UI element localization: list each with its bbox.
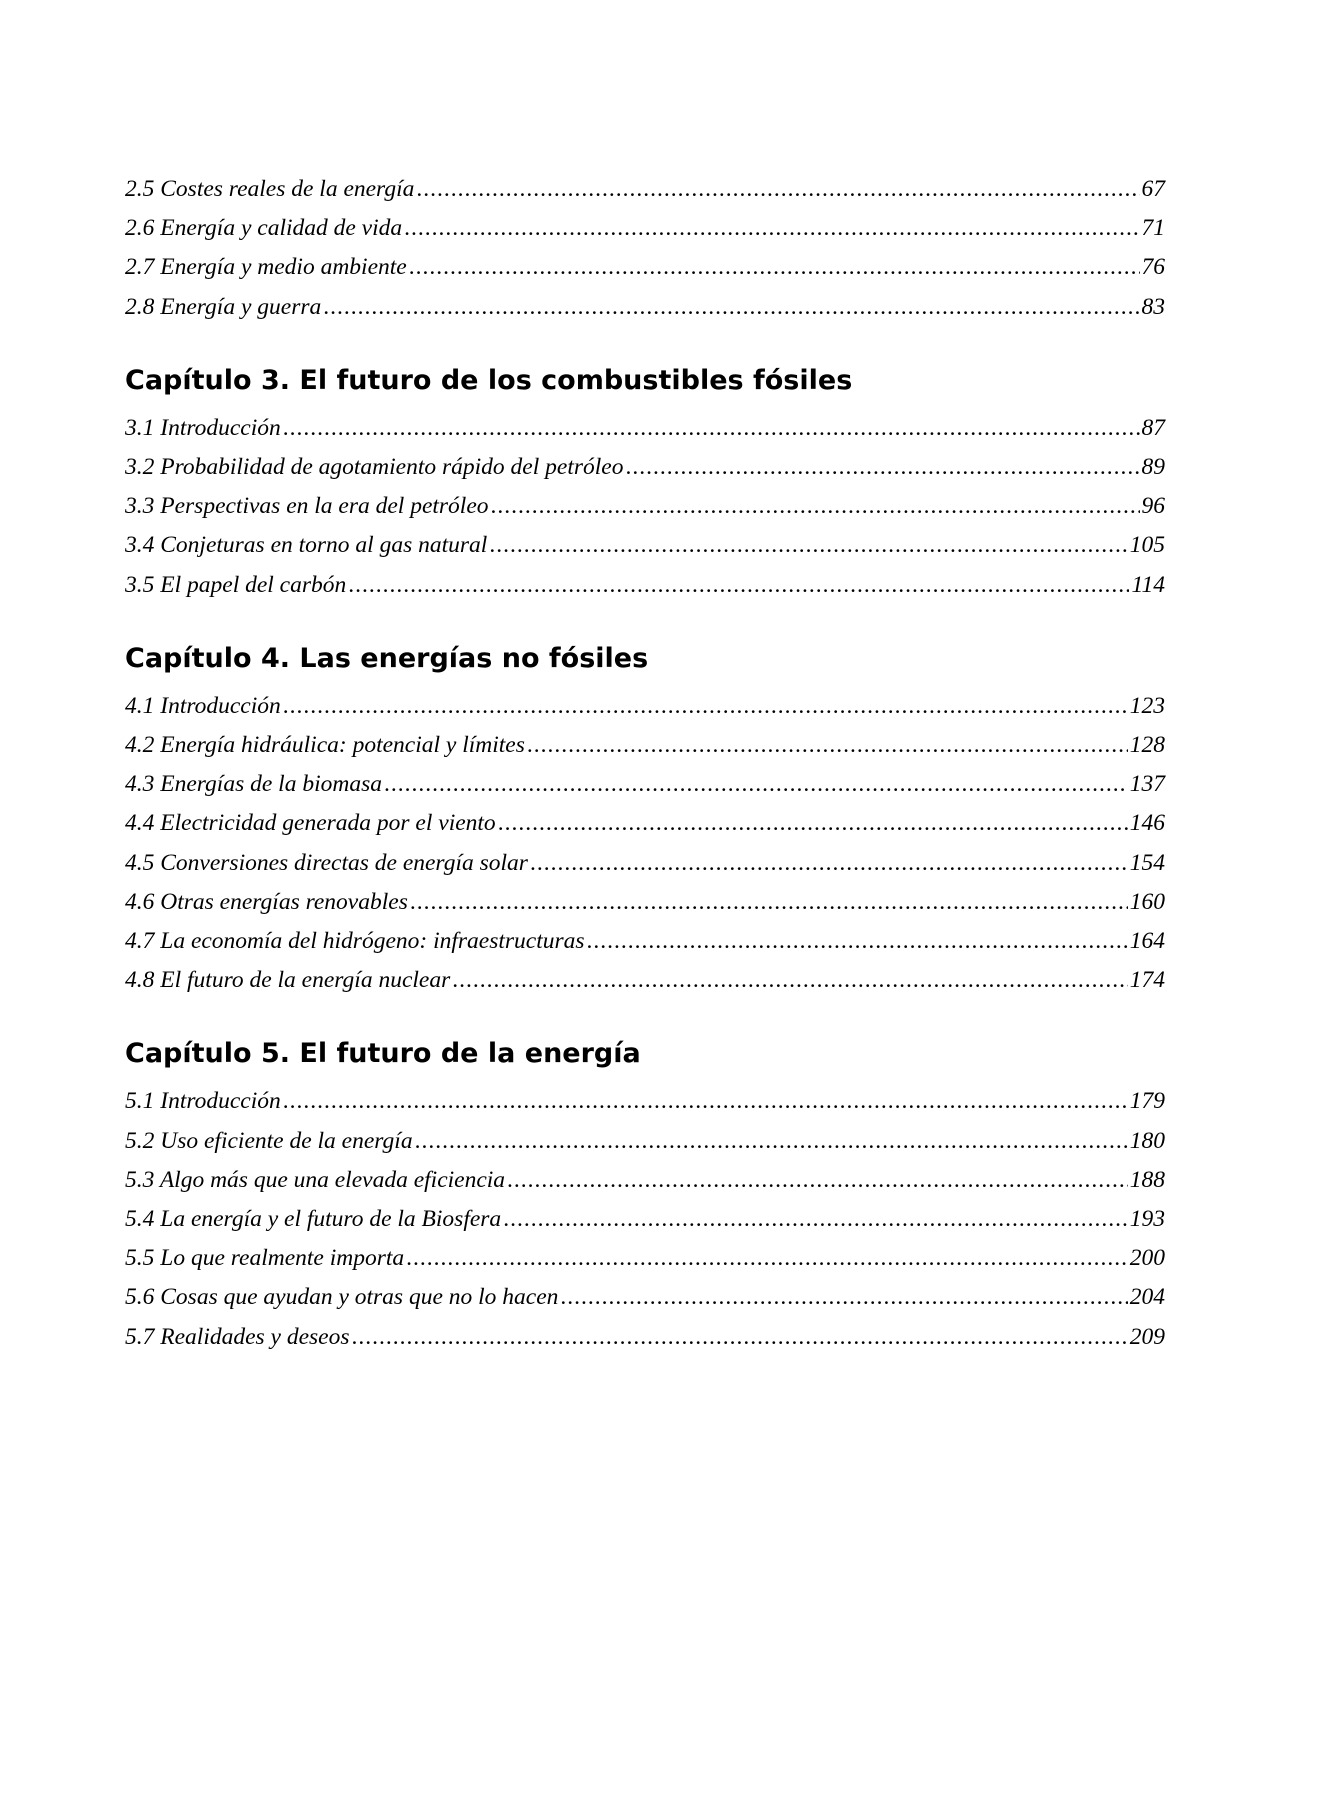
- toc-entry-page: 128: [1129, 732, 1165, 759]
- dot-leader: [283, 409, 1140, 448]
- dot-leader: [410, 883, 1128, 922]
- toc-entry: [125, 288, 1165, 327]
- toc-entry: [125, 526, 1165, 565]
- chapter-heading: Capítulo 4. Las energías no fósiles: [125, 642, 649, 674]
- toc-entry-page: 209: [1129, 1323, 1165, 1350]
- toc-section-chapter-3: [125, 364, 1165, 605]
- dot-leader: [507, 1161, 1128, 1200]
- dot-leader: [530, 844, 1128, 883]
- dot-leader: [348, 566, 1129, 605]
- toc-entry: [125, 1200, 1165, 1239]
- dot-leader: [283, 1082, 1128, 1121]
- dot-leader: [503, 1200, 1128, 1239]
- dot-leader: [527, 726, 1128, 765]
- toc-entry-label: 2.5 Costes reales de la energía: [125, 176, 415, 202]
- toc-entry-page: 114: [1131, 571, 1165, 598]
- toc-entry-label: 3.4 Conjeturas en torno al gas natural: [125, 532, 488, 559]
- toc-entry-label: 5.1 Introducción: [125, 1088, 281, 1115]
- toc-entry-page: 105: [1129, 532, 1165, 559]
- dot-leader: [404, 209, 1139, 248]
- toc-entry: [125, 170, 1165, 209]
- toc-entry-label: 5.4 La energía y el futuro de la Biosfera: [125, 1206, 502, 1233]
- toc-entry-page: 180: [1129, 1127, 1165, 1154]
- toc-entry: [125, 1122, 1165, 1161]
- toc-entry-label: 5.2 Uso eficiente de la energía: [125, 1127, 413, 1154]
- toc-entry: [125, 1161, 1165, 1200]
- toc-entry-page: 137: [1129, 771, 1165, 798]
- toc-entry-page: 67: [1141, 176, 1165, 202]
- dot-leader: [352, 1318, 1128, 1357]
- toc-entry-label: 4.8 El futuro de la energía nuclear: [125, 967, 451, 994]
- toc-entry-label: 4.1 Introducción: [125, 692, 281, 719]
- chapter-heading: Capítulo 5. El futuro de la energía: [125, 1038, 641, 1070]
- toc-entry-label: 3.3 Perspectivas en la era del petróleo: [125, 493, 489, 520]
- toc-entry: [125, 922, 1165, 961]
- toc-entry: [125, 448, 1165, 487]
- dot-leader: [323, 288, 1139, 327]
- toc-entry-label: 4.6 Otras energías renovables: [125, 888, 408, 915]
- toc-entry-label: 5.3 Algo más que una elevada eficiencia: [125, 1166, 506, 1193]
- dot-leader: [489, 526, 1127, 565]
- chapter-heading: Capítulo 3. El futuro de los combustibles fósiles: [125, 364, 853, 396]
- toc-entry-page: 164: [1129, 928, 1165, 955]
- toc-entry-label: 4.4 Electricidad generada por el viento: [125, 810, 496, 837]
- toc-entry-label: 5.7 Realidades y deseos: [125, 1323, 350, 1350]
- dot-leader: [406, 1239, 1128, 1278]
- dot-leader: [560, 1278, 1127, 1317]
- table-of-contents: [125, 170, 1165, 1357]
- toc-entry: [125, 765, 1165, 804]
- toc-entry: [125, 209, 1165, 248]
- dot-leader: [587, 922, 1128, 961]
- toc-entry-label: 4.2 Energía hidráulica: potencial y límites: [125, 732, 525, 759]
- dot-leader: [416, 170, 1139, 209]
- toc-entry-label: 5.6 Cosas que ayudan y otras que no lo hacen: [125, 1284, 559, 1311]
- toc-entry: [125, 487, 1165, 526]
- toc-entry: [125, 1318, 1165, 1357]
- toc-entry-page: 160: [1129, 888, 1165, 915]
- dot-leader: [409, 248, 1140, 287]
- toc-entry-label: 4.3 Energías de la biomasa: [125, 771, 382, 798]
- toc-section-chapter-4: [125, 642, 1165, 1001]
- toc-section-chapter-5: [125, 1040, 1165, 1356]
- toc-entry-page: 89: [1141, 454, 1165, 481]
- toc-entry: [125, 1082, 1165, 1121]
- dot-leader: [384, 765, 1128, 804]
- toc-entry-page: 200: [1129, 1245, 1165, 1272]
- toc-entry: [125, 726, 1165, 765]
- toc-entry: [125, 844, 1165, 883]
- toc-entry: [125, 883, 1165, 922]
- toc-entry-page: 193: [1129, 1206, 1165, 1233]
- toc-entry-label: 3.2 Probabilidad de agotamiento rápido del petróleo: [125, 454, 624, 481]
- toc-entry-page: 83: [1141, 293, 1165, 320]
- toc-entry-page: 87: [1141, 414, 1165, 441]
- dot-leader: [498, 804, 1128, 843]
- toc-entry-label: 2.6 Energía y calidad de vida: [125, 215, 403, 242]
- toc-entry-page: 204: [1129, 1284, 1165, 1311]
- toc-entry-label: 3.5 El papel del carbón: [125, 571, 347, 598]
- toc-entry-label: 3.1 Introducción: [125, 414, 281, 441]
- toc-entry: [125, 961, 1165, 1000]
- toc-entry-page: 188: [1129, 1166, 1165, 1193]
- toc-entry-label: 2.8 Energía y guerra: [125, 293, 322, 320]
- toc-entry-label: 4.5 Conversiones directas de energía solar: [125, 849, 528, 876]
- dot-leader: [283, 687, 1128, 726]
- toc-entry: [125, 1278, 1165, 1317]
- toc-entry-page: 174: [1129, 967, 1165, 994]
- toc-entry: [125, 687, 1165, 726]
- toc-entry-label: 4.7 La economía del hidrógeno: infraestructuras: [125, 928, 585, 955]
- toc-entry: [125, 1239, 1165, 1278]
- toc-entry-label: 2.7 Energía y medio ambiente: [125, 254, 407, 281]
- dot-leader: [491, 487, 1140, 526]
- toc-entry-page: 146: [1129, 810, 1165, 837]
- dot-leader: [452, 961, 1128, 1000]
- toc-entry: [125, 804, 1165, 843]
- toc-entry-page: 154: [1129, 849, 1165, 876]
- toc-entry-page: 179: [1129, 1088, 1165, 1115]
- toc-section-chapter-2-continued: [125, 170, 1165, 327]
- dot-leader: [625, 448, 1139, 487]
- toc-entry-page: 96: [1141, 493, 1165, 520]
- toc-entry: [125, 248, 1165, 287]
- dot-leader: [415, 1122, 1128, 1161]
- toc-entry: [125, 409, 1165, 448]
- toc-entry-page: 123: [1129, 692, 1165, 719]
- toc-entry-page: 71: [1141, 215, 1165, 242]
- toc-entry-label: 5.5 Lo que realmente importa: [125, 1245, 405, 1272]
- toc-entry: [125, 566, 1165, 605]
- toc-entry-page: 76: [1141, 254, 1165, 281]
